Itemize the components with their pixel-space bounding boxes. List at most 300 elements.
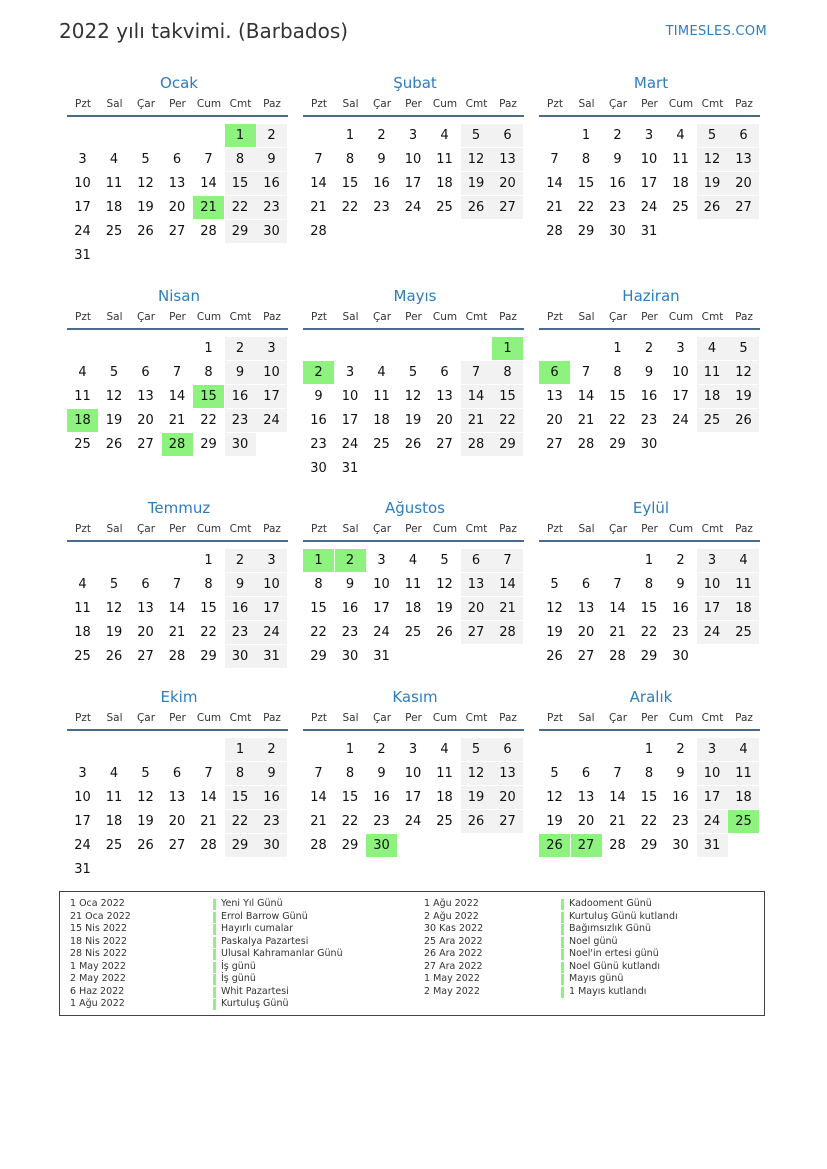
- day-cell: 31: [640, 224, 658, 239]
- day-cell: 15: [341, 790, 359, 805]
- day-cell: 4: [377, 365, 386, 380]
- day-cell: 15: [200, 601, 217, 616]
- day-cell: 30: [672, 838, 689, 853]
- day-cell: 1: [644, 742, 654, 757]
- header-rule: [67, 540, 288, 542]
- weekday-label: Per: [405, 311, 422, 323]
- holiday-day-cell: 30: [366, 834, 397, 857]
- day-cell: 7: [492, 549, 523, 572]
- weekday-label: Paz: [499, 523, 517, 535]
- day-cell: 12: [461, 762, 492, 785]
- day-cell: 10: [373, 577, 390, 592]
- day-cell: 22: [310, 625, 327, 640]
- weekday-label: Pzt: [547, 311, 563, 323]
- legend-holiday-name: 1 Mayıs kutlandı: [561, 986, 678, 999]
- day-cell: 21: [168, 625, 186, 640]
- holiday-day-cell: 15: [193, 385, 224, 408]
- day-cell: 27: [492, 810, 523, 833]
- weekday-label: Sal: [578, 523, 595, 535]
- day-cell: 26: [697, 196, 728, 219]
- weekday-label: Cmt: [701, 311, 724, 323]
- day-cell: 1: [613, 341, 622, 356]
- weekday-label: Paz: [499, 98, 517, 110]
- day-cell: 16: [256, 786, 287, 809]
- day-cell: 11: [728, 762, 759, 785]
- day-cell: 10: [404, 152, 422, 167]
- holiday-day-cell: 1: [303, 549, 334, 572]
- day-cell: 13: [546, 389, 563, 404]
- legend-date: 26 Ara 2022: [424, 948, 483, 959]
- day-cell: 7: [204, 152, 213, 167]
- weekday-label: Per: [405, 98, 422, 110]
- legend-names-right: [561, 898, 678, 998]
- day-cell: 26: [436, 625, 453, 640]
- legend-date: 21 Oca 2022: [70, 910, 131, 922]
- day-cell: 3: [256, 549, 287, 572]
- day-cell: 7: [314, 766, 323, 781]
- day-cell: 29: [640, 649, 658, 664]
- header-rule: [539, 115, 760, 117]
- holiday-day-cell: 25: [728, 810, 759, 833]
- day-cell: 5: [109, 577, 119, 592]
- day-cell: 19: [546, 814, 563, 829]
- day-cell: 24: [697, 621, 728, 644]
- day-cell: 5: [728, 337, 759, 360]
- day-cell: 29: [225, 834, 256, 857]
- day-cell: 15: [609, 389, 626, 404]
- day-cell: 4: [440, 742, 449, 757]
- day-cell: 14: [461, 385, 492, 408]
- weekday-label: Cmt: [229, 523, 252, 535]
- month-name: Eylül: [632, 499, 670, 517]
- weekday-label: Paz: [263, 311, 281, 323]
- day-cell: 23: [310, 437, 327, 452]
- weekday-label: Cmt: [465, 523, 488, 535]
- day-cell: 7: [613, 577, 622, 592]
- day-cell: 15: [492, 385, 523, 408]
- month-name: Nisan: [158, 287, 200, 305]
- legend-holiday-name: Whit Pazartesi: [213, 986, 343, 999]
- day-cell: 9: [256, 148, 287, 171]
- day-cell: 27: [137, 437, 154, 452]
- weekday-label: Cum: [196, 311, 222, 323]
- day-cell: 4: [408, 553, 418, 568]
- header-rule: [303, 115, 524, 117]
- legend-holiday-name: Errol Barrow Günü: [213, 911, 343, 924]
- day-cell: 14: [310, 176, 327, 191]
- weekday-label: Cum: [432, 712, 458, 724]
- weekday-label: Per: [641, 712, 658, 724]
- weekday-label: Paz: [735, 712, 753, 724]
- day-cell: 6: [461, 549, 492, 572]
- day-cell: 23: [640, 413, 658, 428]
- day-cell: 21: [577, 413, 595, 428]
- legend-date: 1 May 2022: [424, 973, 480, 984]
- day-cell: 9: [225, 361, 256, 384]
- month-name: Temmuz: [147, 499, 211, 517]
- day-cell: 7: [550, 152, 559, 167]
- weekday-label: Çar: [608, 311, 628, 323]
- weekday-label: Per: [169, 98, 186, 110]
- day-cell: 4: [78, 365, 87, 380]
- weekday-label: Pzt: [547, 523, 563, 535]
- day-cell: 29: [609, 437, 626, 452]
- day-cell: 24: [74, 838, 91, 853]
- day-cell: 12: [461, 148, 492, 171]
- day-cell: 18: [105, 814, 123, 829]
- day-cell: 26: [404, 437, 422, 452]
- day-cell: 9: [314, 389, 323, 404]
- day-cell: 24: [373, 625, 390, 640]
- day-cell: 28: [461, 433, 492, 456]
- day-cell: 20: [137, 625, 154, 640]
- day-cell: 25: [728, 621, 759, 644]
- weekday-label: Cmt: [229, 98, 252, 110]
- legend-date: 1 May 2022: [70, 960, 126, 972]
- day-cell: 21: [310, 814, 327, 829]
- day-cell: 24: [404, 200, 422, 215]
- day-cell: 8: [225, 762, 256, 785]
- day-cell: 16: [341, 601, 359, 616]
- day-cell: 21: [609, 625, 626, 640]
- day-cell: 16: [225, 597, 256, 620]
- page-title: 2022 yılı takvimi. (Barbados): [59, 19, 349, 43]
- day-cell: 14: [577, 389, 595, 404]
- day-cell: 25: [74, 649, 91, 664]
- day-cell: 26: [461, 196, 492, 219]
- day-cell: 17: [256, 385, 287, 408]
- holiday-day-cell: 6: [539, 361, 570, 384]
- day-cell: 26: [105, 437, 123, 452]
- legend-date: 6 Haz 2022: [70, 985, 125, 997]
- legend-date: 2 May 2022: [70, 973, 126, 984]
- day-cell: 12: [728, 361, 759, 384]
- day-cell: 23: [373, 200, 390, 215]
- day-cell: 1: [204, 553, 213, 568]
- day-cell: 24: [74, 224, 91, 239]
- day-cell: 1: [644, 553, 654, 568]
- day-cell: 4: [109, 152, 119, 167]
- day-cell: 11: [74, 389, 91, 404]
- day-cell: 4: [728, 738, 759, 761]
- day-cell: 23: [225, 409, 256, 432]
- weekday-label: Cmt: [229, 311, 252, 323]
- legend-date: 27 Ara 2022: [424, 960, 483, 972]
- day-cell: 23: [225, 621, 256, 644]
- day-cell: 18: [373, 413, 390, 428]
- day-cell: 24: [341, 437, 359, 452]
- header-rule: [303, 328, 524, 330]
- day-cell: 10: [74, 790, 91, 805]
- day-cell: 29: [341, 838, 359, 853]
- weekday-label: Pzt: [311, 712, 327, 724]
- month-name: Haziran: [622, 287, 680, 305]
- day-cell: 15: [640, 601, 658, 616]
- day-cell: 21: [492, 597, 523, 620]
- day-cell: 10: [404, 766, 422, 781]
- day-cell: 10: [256, 361, 287, 384]
- legend-holiday-name: Ulusal Kahramanlar Günü: [213, 948, 343, 961]
- weekday-label: Çar: [136, 712, 156, 724]
- day-cell: 2: [225, 549, 256, 572]
- day-cell: 18: [105, 200, 123, 215]
- weekday-label: Çar: [608, 98, 628, 110]
- day-cell: 16: [672, 601, 689, 616]
- month-name: Mart: [633, 74, 669, 92]
- day-cell: 8: [581, 152, 591, 167]
- day-cell: 30: [310, 461, 327, 476]
- header-rule: [67, 115, 288, 117]
- day-cell: 16: [373, 790, 390, 805]
- holiday-day-cell: 1: [225, 124, 256, 147]
- header-rule: [67, 328, 288, 330]
- legend-holiday-name: Paskalya Pazartesi: [213, 936, 343, 949]
- day-cell: 19: [137, 814, 154, 829]
- legend-date: 28 Nis 2022: [70, 948, 127, 959]
- day-cell: 19: [461, 786, 492, 809]
- month-name: Şubat: [393, 74, 437, 92]
- day-cell: 2: [256, 124, 287, 147]
- day-cell: 20: [577, 814, 595, 829]
- weekday-label: Cum: [196, 523, 222, 535]
- day-cell: 3: [697, 549, 728, 572]
- day-cell: 28: [310, 838, 327, 853]
- day-cell: 24: [672, 413, 689, 428]
- holiday-legend: [59, 891, 765, 1016]
- day-cell: 18: [728, 597, 759, 620]
- day-cell: 29: [640, 838, 658, 853]
- day-cell: 5: [550, 577, 559, 592]
- day-cell: 4: [78, 577, 87, 592]
- day-cell: 16: [672, 790, 689, 805]
- day-cell: 28: [492, 621, 523, 644]
- legend-holiday-name: Bağımsızlık Günü: [561, 923, 678, 936]
- day-cell: 2: [256, 738, 287, 761]
- day-cell: 15: [640, 790, 658, 805]
- day-cell: 19: [404, 413, 422, 428]
- day-cell: 3: [408, 742, 418, 757]
- day-cell: 28: [577, 437, 595, 452]
- day-cell: 13: [492, 148, 523, 171]
- day-cell: 26: [728, 409, 759, 432]
- day-cell: 23: [672, 814, 689, 829]
- day-cell: 13: [577, 790, 595, 805]
- day-cell: 5: [550, 766, 559, 781]
- day-cell: 12: [546, 601, 563, 616]
- weekday-label: Sal: [342, 523, 359, 535]
- weekday-label: Sal: [578, 98, 595, 110]
- weekday-label: Pzt: [547, 98, 563, 110]
- day-cell: 26: [546, 649, 563, 664]
- day-cell: 19: [697, 172, 728, 195]
- day-cell: 17: [697, 786, 728, 809]
- weekday-label: Per: [169, 712, 186, 724]
- holiday-day-cell: 2: [303, 361, 334, 384]
- weekday-label: Pzt: [75, 98, 91, 110]
- day-cell: 25: [404, 625, 422, 640]
- holiday-day-cell: 21: [193, 196, 224, 219]
- day-cell: 1: [345, 742, 355, 757]
- day-cell: 3: [408, 128, 418, 143]
- weekday-label: Sal: [342, 712, 359, 724]
- month-name: Ağustos: [385, 499, 445, 517]
- day-cell: 22: [225, 196, 256, 219]
- day-cell: 8: [644, 577, 654, 592]
- weekday-label: Sal: [578, 712, 595, 724]
- weekday-label: Cmt: [701, 98, 724, 110]
- legend-dates-left: [70, 898, 131, 1011]
- weekday-label: Çar: [608, 712, 628, 724]
- day-cell: 13: [492, 762, 523, 785]
- day-cell: 5: [141, 152, 150, 167]
- day-cell: 2: [676, 553, 685, 568]
- day-cell: 14: [609, 601, 626, 616]
- day-cell: 15: [225, 786, 256, 809]
- legend-holiday-name: Noel günü: [561, 936, 678, 949]
- day-cell: 1: [581, 128, 591, 143]
- day-cell: 28: [546, 224, 563, 239]
- day-cell: 9: [377, 766, 386, 781]
- day-cell: 9: [676, 577, 685, 592]
- weekday-label: Sal: [342, 98, 359, 110]
- day-cell: 6: [141, 365, 150, 380]
- day-cell: 13: [577, 601, 595, 616]
- weekday-label: Çar: [136, 98, 156, 110]
- day-cell: 18: [672, 176, 689, 191]
- day-cell: 5: [440, 553, 449, 568]
- weekday-label: Paz: [263, 712, 281, 724]
- legend-holiday-name: Mayıs günü: [561, 973, 678, 986]
- day-cell: 23: [256, 810, 287, 833]
- legend-date: 1 Ağu 2022: [70, 998, 125, 1009]
- day-cell: 15: [341, 176, 359, 191]
- day-cell: 13: [436, 389, 453, 404]
- day-cell: 11: [373, 389, 390, 404]
- weekday-label: Per: [405, 712, 422, 724]
- day-cell: 29: [310, 649, 327, 664]
- day-cell: 25: [105, 224, 123, 239]
- day-cell: 6: [581, 766, 591, 781]
- day-cell: 7: [204, 766, 213, 781]
- day-cell: 20: [546, 413, 563, 428]
- day-cell: 14: [609, 790, 626, 805]
- day-cell: 1: [345, 128, 355, 143]
- day-cell: 15: [577, 176, 595, 191]
- day-cell: 24: [697, 810, 728, 833]
- day-cell: 7: [461, 361, 492, 384]
- day-cell: 16: [609, 176, 626, 191]
- day-cell: 30: [640, 437, 658, 452]
- header-rule: [303, 540, 524, 542]
- day-cell: 25: [697, 409, 728, 432]
- day-cell: 19: [105, 625, 123, 640]
- legend-date: 25 Ara 2022: [424, 935, 483, 947]
- day-cell: 27: [492, 196, 523, 219]
- day-cell: 6: [728, 124, 759, 147]
- day-cell: 21: [461, 409, 492, 432]
- day-cell: 7: [613, 766, 622, 781]
- header-rule: [539, 540, 760, 542]
- day-cell: 5: [141, 766, 150, 781]
- day-cell: 12: [137, 176, 154, 191]
- day-cell: 12: [404, 389, 422, 404]
- header-rule: [539, 729, 760, 731]
- weekday-label: Çar: [608, 523, 628, 535]
- day-cell: 12: [697, 148, 728, 171]
- legend-date: 18 Nis 2022: [70, 935, 127, 947]
- day-cell: 9: [225, 573, 256, 596]
- weekday-label: Cmt: [465, 98, 488, 110]
- day-cell: 24: [404, 814, 422, 829]
- day-cell: 15: [310, 601, 327, 616]
- day-cell: 21: [546, 200, 563, 215]
- day-cell: 9: [377, 152, 386, 167]
- day-cell: 27: [546, 437, 563, 452]
- day-cell: 11: [697, 361, 728, 384]
- legend-holiday-name: Kadooment Günü: [561, 898, 678, 911]
- day-cell: 29: [577, 224, 595, 239]
- weekday-label: Cmt: [701, 712, 724, 724]
- day-cell: 30: [609, 224, 626, 239]
- day-cell: 7: [172, 577, 182, 592]
- day-cell: 29: [225, 220, 256, 243]
- day-cell: 17: [256, 597, 287, 620]
- day-cell: 20: [728, 172, 759, 195]
- day-cell: 27: [436, 437, 453, 452]
- day-cell: 5: [109, 365, 119, 380]
- day-cell: 2: [644, 341, 654, 356]
- legend-date: 2 Ağu 2022: [424, 910, 479, 922]
- day-cell: 20: [577, 625, 595, 640]
- day-cell: 18: [436, 176, 453, 191]
- weekday-label: Per: [405, 523, 422, 535]
- day-cell: 25: [74, 437, 91, 452]
- day-cell: 20: [461, 597, 492, 620]
- day-cell: 17: [74, 200, 91, 215]
- day-cell: 6: [492, 738, 523, 761]
- day-cell: 24: [640, 200, 658, 215]
- day-cell: 14: [310, 790, 327, 805]
- weekday-label: Per: [641, 523, 658, 535]
- day-cell: 6: [141, 577, 150, 592]
- day-cell: 14: [546, 176, 563, 191]
- day-cell: 30: [256, 834, 287, 857]
- day-cell: 3: [377, 553, 386, 568]
- weekday-label: Çar: [372, 311, 392, 323]
- day-cell: 28: [200, 838, 217, 853]
- day-cell: 13: [137, 601, 154, 616]
- day-cell: 28: [609, 838, 626, 853]
- day-cell: 2: [377, 742, 386, 757]
- day-cell: 30: [225, 645, 256, 668]
- legend-date: 30 Kas 2022: [424, 923, 484, 934]
- day-cell: 28: [168, 649, 186, 664]
- weekday-label: Paz: [735, 523, 753, 535]
- weekday-label: Cum: [668, 311, 694, 323]
- day-cell: 15: [225, 172, 256, 195]
- weekday-label: Cum: [432, 523, 458, 535]
- day-cell: 5: [461, 738, 492, 761]
- day-cell: 9: [613, 152, 622, 167]
- month-name: Ekim: [160, 688, 198, 706]
- legend-holiday-name: Noel'in ertesi günü: [561, 948, 678, 961]
- day-cell: 27: [168, 224, 186, 239]
- day-cell: 30: [225, 433, 256, 456]
- day-cell: 23: [373, 814, 390, 829]
- day-cell: 10: [697, 762, 728, 785]
- legend-date: 15 Nis 2022: [70, 923, 127, 934]
- brand-link[interactable]: TIMESLES.COM: [665, 24, 767, 39]
